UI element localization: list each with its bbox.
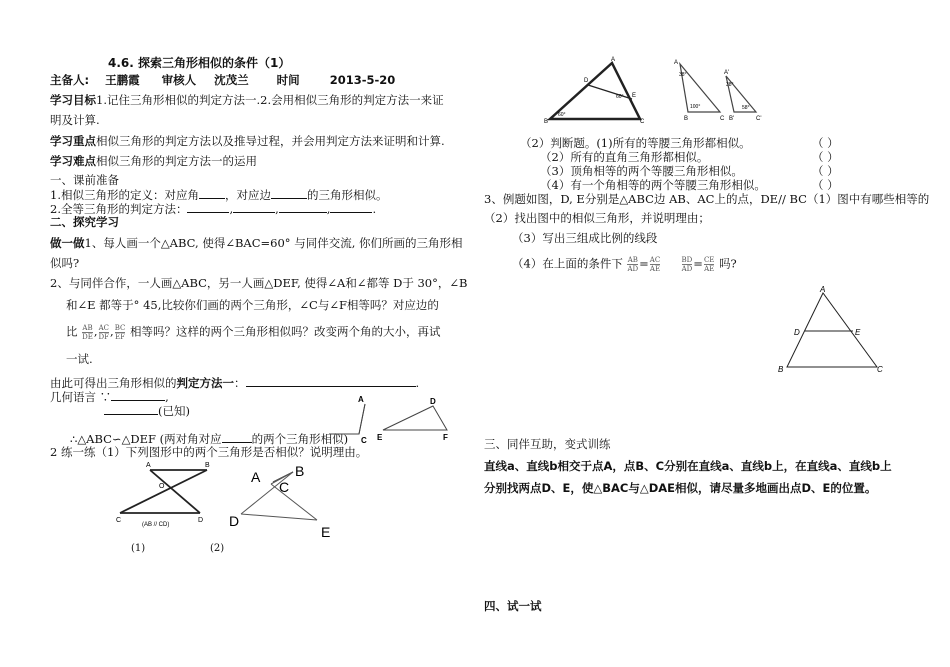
explore-q1-line2: 似吗? [50,256,80,270]
conclusion-a: 由此可得出三角形相似的 [50,376,177,390]
label-c-prime: C' [756,116,762,122]
example-q4: （4）在上面的条件下 $\frac{AB}{AD}$ = $\frac{AC}{AE}$ $\frac{BD}{AD}$ = $\frac{CE}{AE}$ 吗? [512,256,737,273]
blank[interactable] [279,201,327,213]
difficulty-text: 相似三角形的判定方法一的运用 [96,154,257,168]
conclusion: 由此可得出三角形相似的判定方法一： . [50,376,420,390]
geo-label: 几何语言 ∵ [50,390,112,404]
ratio-ab-de [82,324,93,341]
explore-q2-line3: 比 $\frac{AB}{DE}$ , $\frac{AC}{DF}$ , $\frac{BC}{EF}$ 相等吗？这样的两个三角形相似吗？改变两个角的大小，再试 [66,324,441,341]
blank[interactable] [222,431,252,443]
figure-practice-1 [112,460,212,532]
angle-a: 38° [679,72,687,78]
label-a-prime: A' [724,70,730,76]
num: AC [98,324,109,332]
fig-caption-2: (2) [210,543,225,554]
judge-item-3: （3）顶角相等的两个等腰三角形相似。 [540,164,743,178]
header-row [50,73,395,87]
ratio-tail: 相等吗？这样的两个三角形相似吗？改变两个角的大小，再试 [129,324,441,339]
section4-heading: 四、试一试 [484,599,542,613]
label-d: D [430,397,436,406]
angle-c-prime: 58° [742,105,750,111]
label-b: B [295,463,305,479]
ratio-ac-ae [650,256,660,273]
blank[interactable] [111,389,165,401]
prep-name: 王鹏霞 [105,73,140,87]
therefore-b: 的两个三角形相似) [251,432,349,446]
fig1-note: (AB // CD) [142,522,170,528]
figure-practice-2 [225,460,340,540]
num: CE [703,256,715,264]
num: AC [649,256,661,264]
label-b: B [778,365,784,374]
label-e: E [321,524,331,540]
example-q2: （2）找出图中的相似三角形，并说明理由； [484,211,710,225]
separator: , [275,202,279,216]
prep-heading: 一、课前准备 [50,173,119,187]
blank[interactable] [330,201,372,213]
ratio-ce-ae [704,256,714,273]
label-c: C [877,365,883,374]
label-d: D [794,328,800,337]
goals-text: 1.记住三角形相似的判定方法一.2.会用相似三角形的判定方法一来证 [96,93,444,107]
ratio-bc-ef [115,324,126,341]
label-a: A [820,285,826,294]
label-o: O [159,483,165,490]
explore-q1-line1 [50,236,463,250]
figure-abc-def [325,390,455,446]
therefore-line [70,431,348,446]
review-name: 沈茂兰 [214,73,249,87]
angle-e: 60° [616,94,624,100]
section3-line1: 直线a、直线b相交于点A，点B、C分别在直线a、直线b上，在直线a、直线b上 [484,459,892,473]
prep-q1-a: 1.相似三角形的定义：对应角 [50,188,199,202]
prep-label: 主备人: [50,73,90,87]
label-c: C [279,479,290,495]
label-f: F [443,433,448,442]
label-c: C [116,517,122,524]
label-a: A [674,60,679,66]
num: BC [114,324,126,332]
den: EF [115,333,125,341]
label-e: E [632,93,637,99]
judge-paren: （ ） [812,164,839,178]
difficulty-label: 学习难点 [50,154,96,168]
goals-line2: 明及计算. [50,113,100,127]
ratio-bd-ad [682,256,693,273]
time-label: 时间 [276,73,300,87]
prep-q2: 2.全等三角形的判定方法： , , , . [50,202,377,216]
judge-paren: （ ） [812,150,839,164]
label-a: A [358,395,364,404]
explore-heading: 二、探究学习 [50,215,119,229]
label-d: D [584,78,589,84]
therefore-a: ∴△ABC∽△DEF (两对角对应 [70,432,222,446]
conclusion-b: 判定方法一 [176,376,234,390]
explore-q2-line4: 一试. [66,352,93,366]
num: BD [681,256,693,264]
example-q4-b: 吗? [719,256,737,271]
separator: , [229,202,234,216]
key-point-label: 学习重点 [50,134,96,148]
judge-paren: （ ） [812,136,839,150]
example-q3: （3）写出三组成比例的线段 [512,231,658,245]
try-label: 做一做 [50,236,85,250]
prep-q2-text: 2.全等三角形的判定方法： [50,202,188,216]
blank[interactable] [187,201,229,213]
blank[interactable] [233,201,275,213]
judge-item-4: （4）有一个角相等的两个等腰三角形相似。 [540,178,766,192]
angle-b: 100° [690,104,701,110]
label-b: B [544,119,549,125]
judge-paren: （ ） [812,178,839,192]
label-c: C [720,116,725,122]
figure-top-left [540,55,650,125]
label-c: C [361,436,367,445]
den: AD [627,265,639,273]
label-e: E [377,433,383,442]
figure-example [775,285,885,375]
label-a: A [251,469,261,485]
label-e: E [855,328,861,337]
section3-heading: 三、同伴互助，变式训练 [484,437,611,451]
blank[interactable] [104,403,158,415]
key-point [50,134,445,148]
prep-q1-b: ，对应边 [224,188,271,202]
time-value: 2013-5-20 [329,73,396,87]
label-b: B [684,116,689,122]
page-title: 4.6. 探索三角形相似的条件（1） [108,56,291,70]
num: AB [82,324,93,332]
blank[interactable] [246,375,416,387]
ratio-ab-ad [627,256,638,273]
label-b: B [205,462,210,469]
judge-item-2: （2）所有的直角三角形都相似。 [540,150,709,164]
ratio-ac-df [99,324,109,341]
label-d: D [198,517,204,524]
separator: , [326,202,331,216]
label-d: D [229,513,240,529]
example-q4-a: （4）在上面的条件下 [512,256,623,271]
ratio-lead: 比 [66,324,78,339]
conclusion-c: ： [234,376,246,390]
explore-q2-line2: 和∠E 都等于° 45,比较你们画的两个三角形，∠C与∠F相等吗？对应边的 [66,298,439,312]
example-line1: 3、例题如图，D, E分别是△ABC边 AB、AC上的点，DE// BC（1）图中有哪些相等的 [484,192,930,206]
blank[interactable] [271,187,307,199]
explore-q1-text: 1、每人画一个△ABC, 使得∠BAC=60° 与同伴交流, 你们所画的三角形相 [84,236,463,250]
label-b-prime: B' [729,116,735,122]
angle-a-prime: 38° [726,82,734,88]
den: AE [704,265,715,273]
section3-line2: 分别找两点D、E，使△BAC与△DAE相似，请尽量多地画出点D、E的位置。 [484,481,877,495]
known-line [104,403,190,418]
label-a: A [611,57,616,63]
prep-q1 [50,187,387,202]
den: AE [649,265,661,273]
geo-language: 几何语言 ∵ , [50,390,169,404]
fig-caption-1: (1) [131,543,146,554]
blank[interactable] [199,187,225,199]
figure-top-right [670,56,780,126]
review-label: 审核人 [161,73,197,87]
goals-line1 [50,93,444,107]
angle-b: 60° [558,112,566,118]
known-text: (已知) [158,404,190,418]
den: AD [681,265,693,273]
explore-q2-line1: 2、与同伴合作，一人画△ABC，另一人画△DEF, 使得∠A和∠都等 D于 30°，∠B [50,276,468,290]
key-point-text: 相似三角形的判定方法以及推导过程，并会用判定方法来证明和计算. [96,134,445,148]
practice-line: 2 练一练（1）下列图形中的两个三角形是否相似？说明理由。 [50,445,368,459]
label-c: C [640,119,645,125]
num: AB [627,256,638,264]
difficulty [50,154,257,168]
goals-label: 学习目标 [50,93,96,107]
den: DF [98,333,110,341]
den: DE [82,333,93,341]
prep-q1-c: 的三角形相似。 [306,188,388,202]
judge-title: （2）判断题。(1)所有的等腰三角形都相似。 [520,136,751,150]
label-a: A [146,462,151,469]
